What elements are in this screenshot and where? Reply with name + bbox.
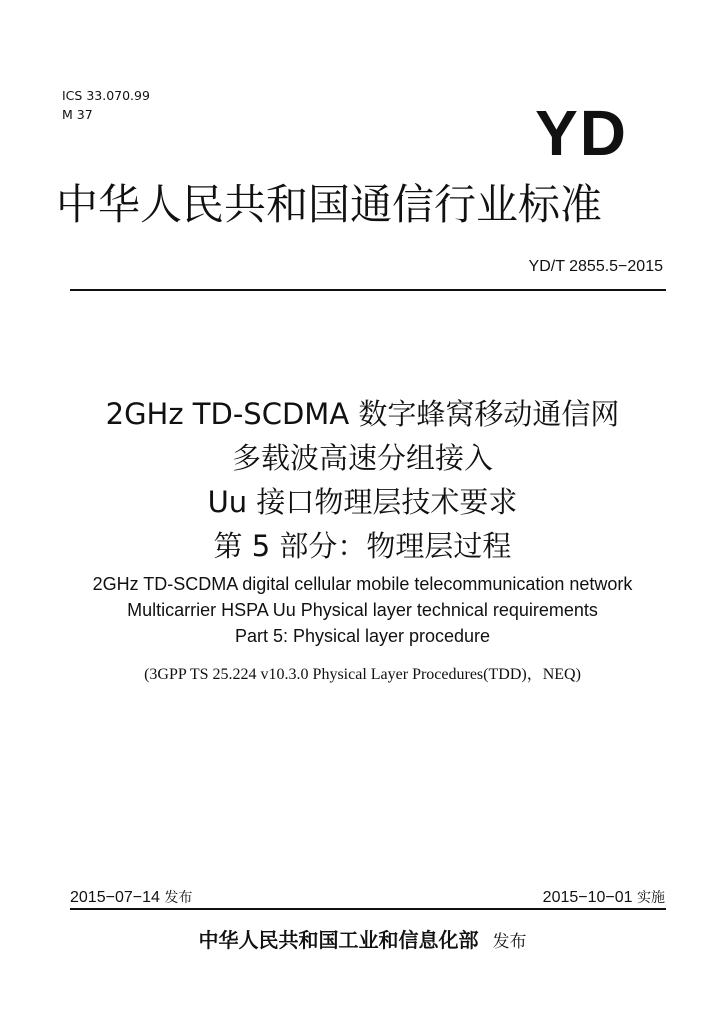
bottom-divider [70, 908, 666, 910]
yd-logo: YD [535, 97, 628, 169]
equivalence-note: (3GPP TS 25.224 v10.3.0 Physical Layer Procedures(TDD)，NEQ) [144, 666, 581, 683]
english-title-line: 2GHz TD-SCDMA digital cellular mobile telecommunication network [92, 574, 633, 594]
issue-date-block [70, 887, 192, 907]
chinese-title [0, 392, 725, 568]
issuer-name: 中华人民共和国工业和信息化部 [198, 928, 479, 952]
standard-type-title: 中华人民共和国通信行业标准 [56, 180, 603, 229]
class-code: M 37 [62, 107, 93, 122]
english-title [0, 571, 725, 649]
top-divider [70, 289, 666, 291]
english-title-line: Part 5: Physical layer procedure [234, 626, 491, 646]
implementation-date-block [543, 887, 665, 907]
classification-block [62, 86, 150, 124]
issue-label: 发布 [164, 890, 193, 906]
ics-code: ICS 33.070.99 [62, 88, 150, 103]
chinese-title-line: 2GHz TD-SCDMA 数字蜂窝移动通信网 [105, 397, 620, 431]
chinese-title-line: 多载波高速分组接入 [231, 441, 493, 475]
issuer-action: 发布 [492, 932, 527, 952]
implementation-date: 2015−10−01 [542, 889, 633, 906]
chinese-title-line: Uu 接口物理层技术要求 [207, 485, 518, 519]
issue-date: 2015−07−14 [70, 889, 160, 906]
implementation-label: 实施 [637, 890, 665, 906]
chinese-title-line: 第 5 部分：物理层过程 [213, 529, 512, 563]
english-title-line: Multicarrier HSPA Uu Physical layer technical requirements [127, 600, 598, 620]
standard-number: YD/T 2855.5−2015 [528, 258, 663, 275]
issuing-authority [0, 924, 725, 953]
